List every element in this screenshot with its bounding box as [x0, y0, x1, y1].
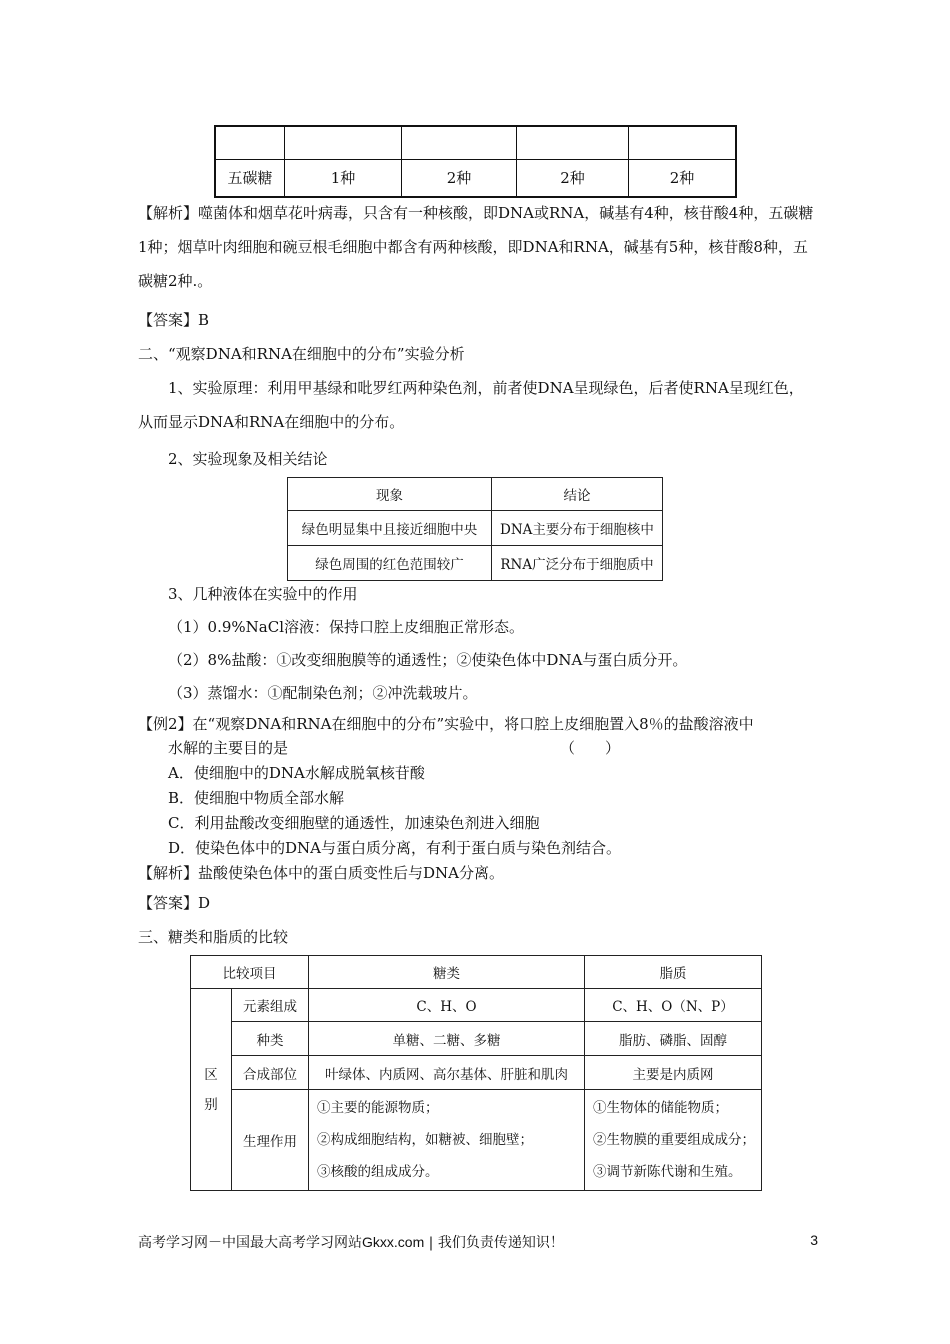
- table-cell: 绿色明显集中且接近细胞中央: [288, 511, 492, 546]
- sugar-lipid-table: [190, 955, 762, 1191]
- list-item: ①生物体的储能物质；: [593, 1100, 728, 1116]
- table-cell: 1种: [285, 159, 402, 197]
- table-header: 现象: [288, 478, 492, 511]
- table-cell: 2种: [517, 159, 629, 197]
- option-d: D．使染色体中的DNA与蛋白质分离，有利于蛋白质与染色剂结合。: [168, 839, 622, 857]
- table-cell: 五碳糖: [215, 159, 285, 197]
- list-item: ③调节新陈代谢和生殖。: [593, 1164, 742, 1180]
- nucleic-acid-table: [214, 125, 737, 198]
- physio-lipid-cell: [585, 1090, 762, 1191]
- option-b: B．使细胞中物质全部水解: [168, 789, 345, 807]
- table-cell: 单糖、二糖、多糖: [309, 1022, 585, 1056]
- table-cell: 生理作用: [232, 1090, 309, 1191]
- footer-left: 高考学习网－中国最大高考学习网站: [138, 1235, 362, 1251]
- list-item: （1）0.9%NaCl溶液：保持口腔上皮细胞正常形态。: [168, 618, 524, 636]
- question-stem: 水解的主要目的是: [168, 739, 289, 757]
- table-cell: [402, 126, 517, 159]
- list-item: ②构成细胞结构，如糖被、细胞壁；: [317, 1132, 533, 1148]
- group-label: [191, 989, 232, 1191]
- phenomena-table: [287, 477, 663, 581]
- list-item: （3）蒸馏水：①配制染色剂；②冲洗载玻片。: [168, 684, 478, 702]
- list-item: ②生物膜的重要组成成分；: [593, 1132, 755, 1148]
- table-cell: 合成部位: [232, 1056, 309, 1090]
- option-c: C．利用盐酸改变细胞壁的通透性，加速染色剂进入细胞: [168, 814, 540, 832]
- section-heading: 三、糖类和脂质的比较: [138, 928, 289, 946]
- table-header: 糖类: [309, 956, 585, 989]
- list-item: ①主要的能源物质；: [317, 1100, 439, 1116]
- list-item: ③核酸的组成成分。: [317, 1164, 439, 1180]
- table-cell: [285, 126, 402, 159]
- footer-right: | 我们负责传递知识！: [424, 1235, 564, 1251]
- analysis-line: 【解析】盐酸使染色体中的蛋白质变性后与DNA分离。: [138, 864, 504, 882]
- table-cell: 2种: [629, 159, 737, 197]
- table-header: 脂质: [585, 956, 762, 989]
- question-stem: 【例2】在“观察DNA和RNA在细胞中的分布”实验中，将口腔上皮细胞置入8％的盐酸溶液中: [138, 715, 754, 733]
- table-cell: 2种: [402, 159, 517, 197]
- page-number: 3: [810, 1232, 818, 1248]
- table-cell: RNA广泛分布于细胞质中: [492, 546, 663, 581]
- table-cell: [517, 126, 629, 159]
- list-item: （2）8%盐酸：①改变细胞膜等的通透性；②使染色体中DNA与蛋白质分开。: [168, 651, 688, 669]
- page-footer: [138, 1232, 818, 1252]
- answer-line: 【答案】D: [138, 894, 211, 912]
- table-cell: 绿色周围的红色范围较广: [288, 546, 492, 581]
- group-label-text: 区别: [204, 1066, 218, 1113]
- option-a: A．使细胞中的DNA水解成脱氧核苷酸: [168, 764, 425, 782]
- table-cell: 种类: [232, 1022, 309, 1056]
- answer-blank: （ ）: [560, 739, 621, 757]
- table-cell: C、H、O: [309, 989, 585, 1022]
- table-cell: 元素组成: [232, 989, 309, 1022]
- table-cell: DNA主要分布于细胞核中: [492, 511, 663, 546]
- answer-line: 【答案】B: [138, 311, 210, 329]
- table-cell: 主要是内质网: [585, 1056, 762, 1090]
- principle-paragraph: 1、实验原理：利用甲基绿和吡罗红两种染色剂，前者使DNA呈现绿色，后者使RNA呈现红色，从而显示DNA和RNA在细胞中的分布。: [138, 379, 804, 431]
- analysis-paragraph: 【解析】噬菌体和烟草花叶病毒，只含有一种核酸，即DNA或RNA，碱基有4种，核苷酸4种，五碳糖1种；烟草叶肉细胞和碗豆根毛细胞中都含有两种核酸，即DNA和RNA，碱基有5种，核苷酸8种，五碳糖2种.。: [138, 204, 814, 290]
- table-cell: [629, 126, 737, 159]
- footer-site-link[interactable]: Gkxx.com: [362, 1234, 425, 1250]
- subheading: 3、几种液体在实验中的作用: [168, 585, 358, 603]
- table-cell: 脂肪、磷脂、固醇: [585, 1022, 762, 1056]
- section-heading: 二、“观察DNA和RNA在细胞中的分布”实验分析: [138, 345, 465, 363]
- physio-sugar-cell: [309, 1090, 585, 1191]
- subheading: 2、实验现象及相关结论: [168, 450, 328, 468]
- table-cell: C、H、O（N、P）: [585, 989, 762, 1022]
- table-header: 结论: [492, 478, 663, 511]
- table-header: 比较项目: [191, 956, 309, 989]
- table-cell: [215, 126, 285, 159]
- table-cell: 叶绿体、内质网、高尔基体、肝脏和肌肉: [309, 1056, 585, 1090]
